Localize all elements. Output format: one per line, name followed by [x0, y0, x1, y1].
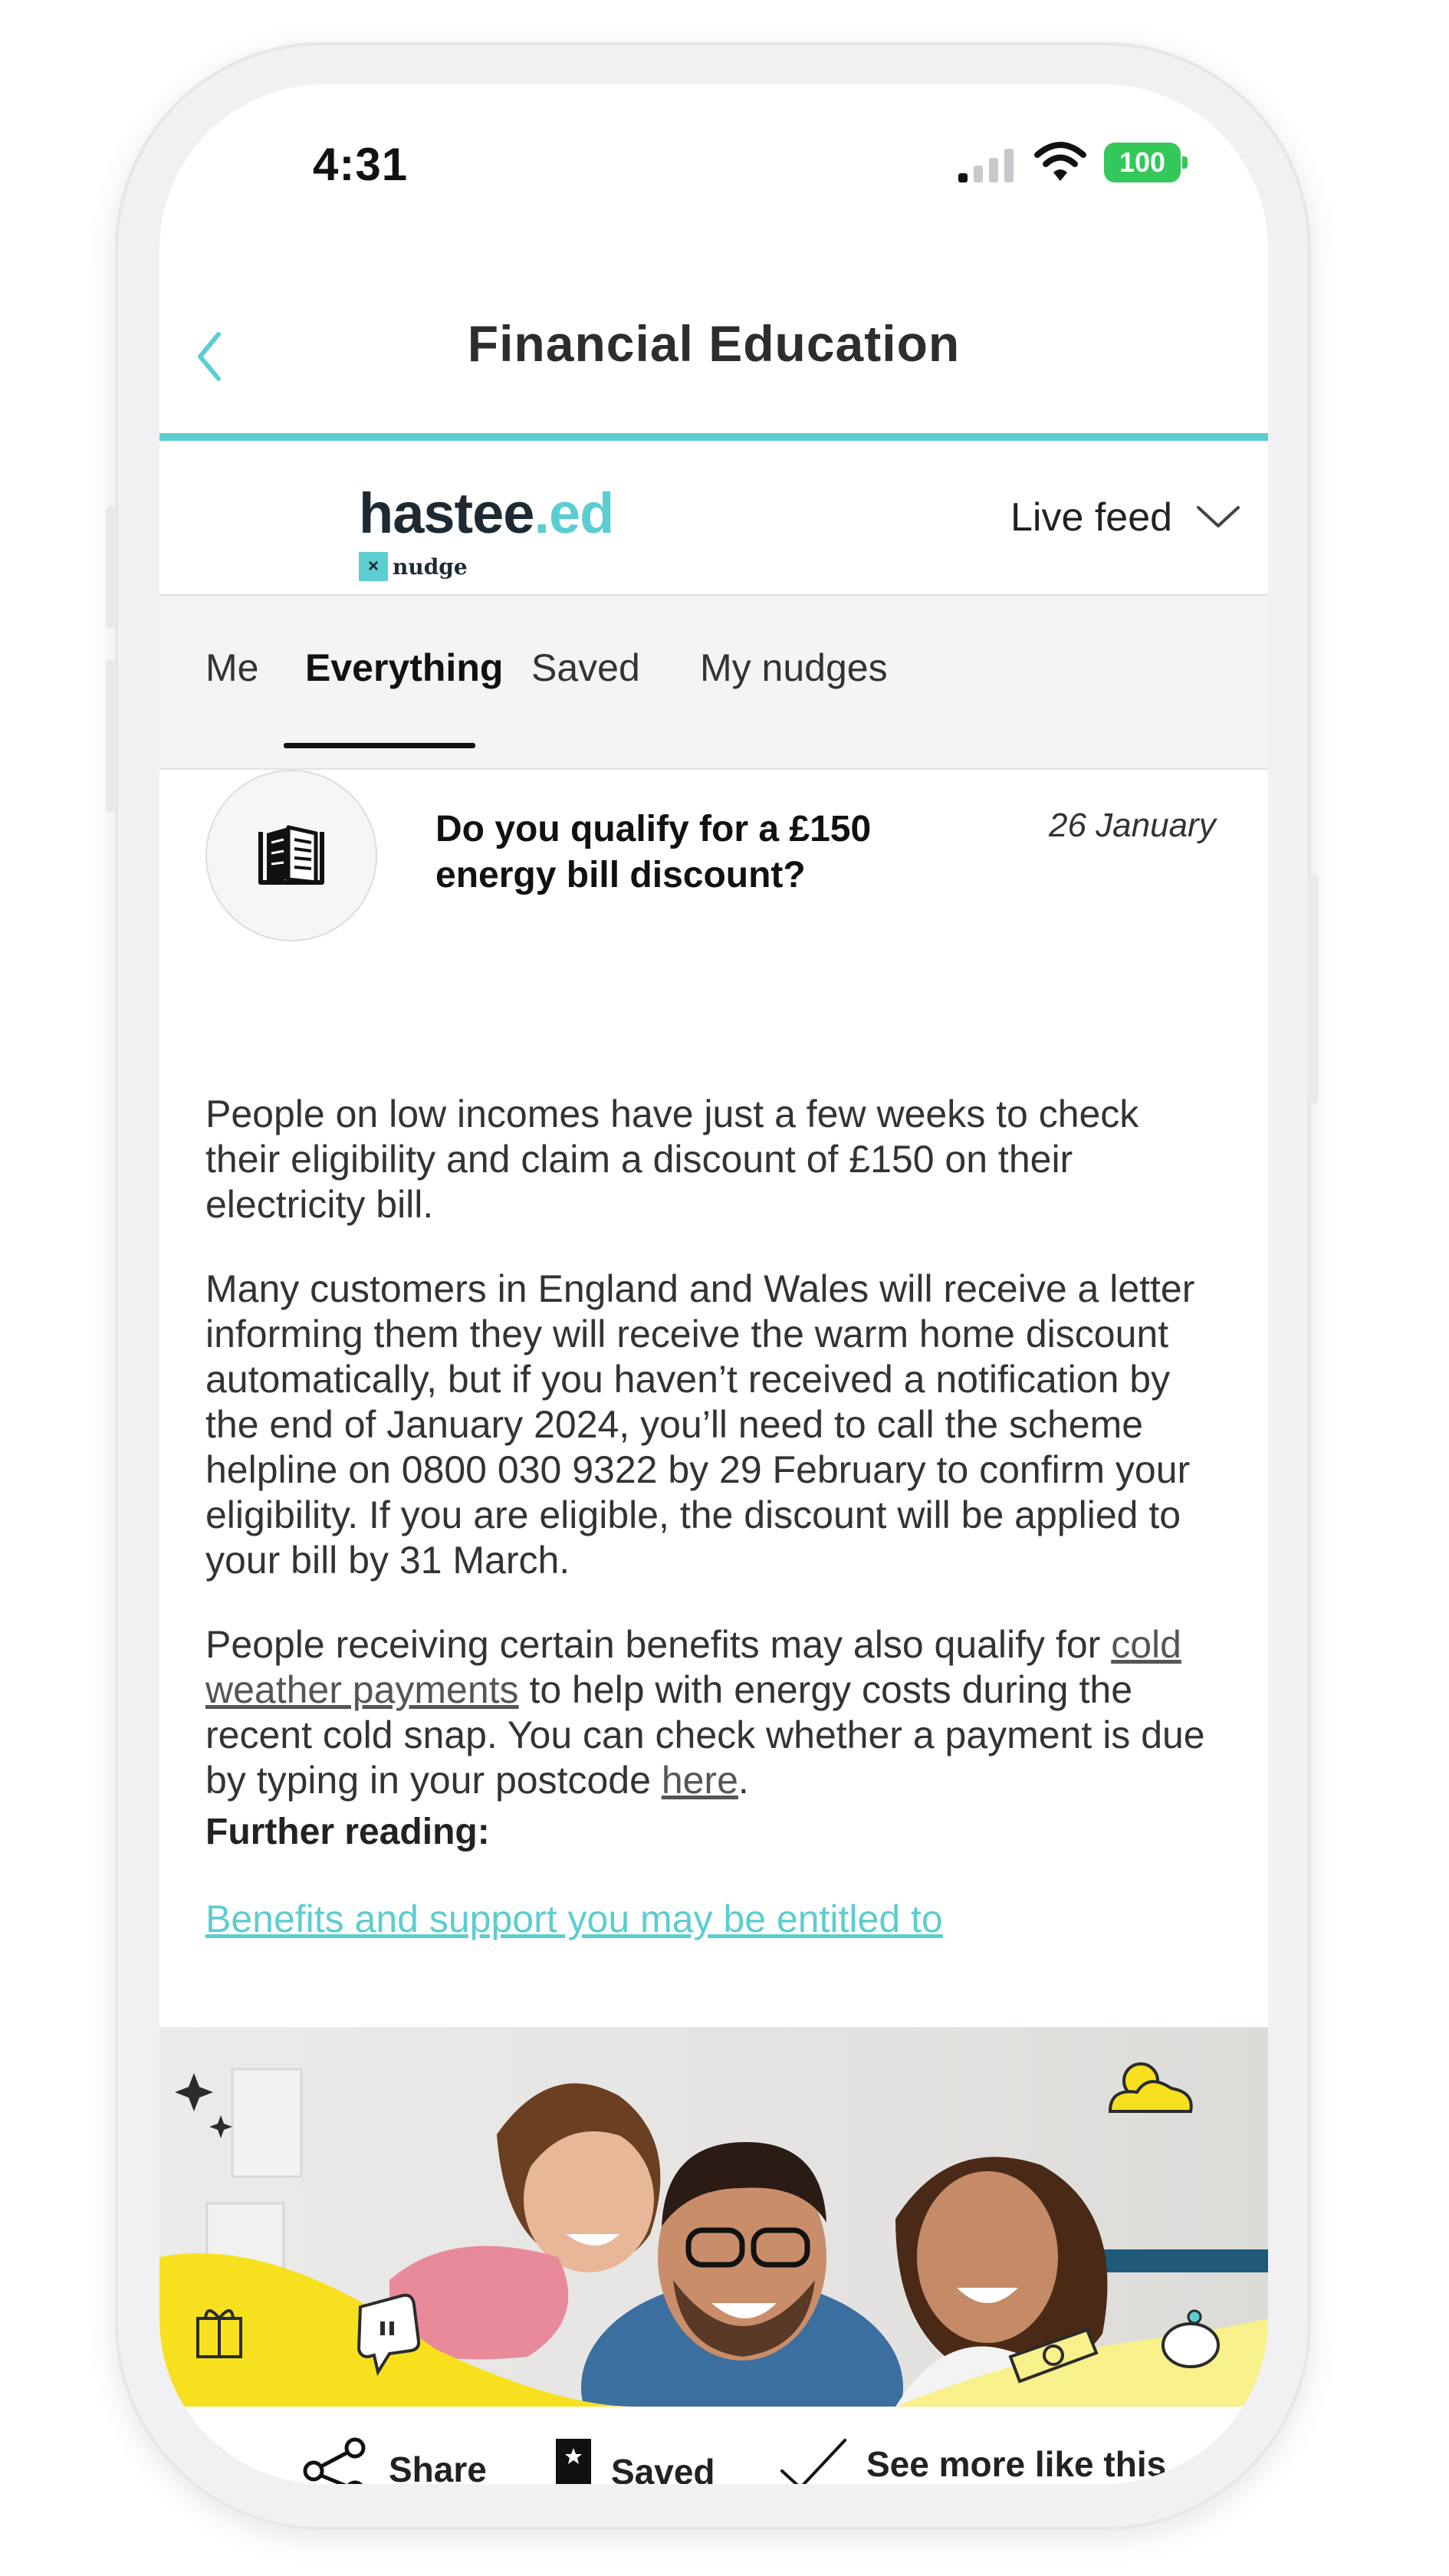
wifi-icon	[1033, 140, 1087, 184]
paragraph-text: to help with energy costs during the recent cold snap. You can check whether a payment is due by typing in your postcode	[205, 1668, 1205, 1802]
battery-tip	[1182, 156, 1188, 169]
page-title: Financial Education	[467, 315, 961, 372]
signal-icon	[957, 147, 1018, 184]
hastee-ed-logo	[359, 481, 613, 546]
tab-everything[interactable]: Everything	[305, 646, 504, 689]
article-avatar	[205, 770, 377, 941]
checkmark-icon	[779, 2437, 848, 2484]
app-screen	[159, 84, 1268, 2484]
cold-weather-payments-link[interactable]: cold weather payments	[205, 1623, 1181, 1711]
phone-side-button	[106, 659, 117, 813]
phone-power-button	[1308, 874, 1319, 1104]
tab-bar	[159, 596, 1268, 770]
header-divider	[159, 433, 1268, 441]
tab-saved[interactable]: Saved	[531, 646, 640, 689]
share-label: Share	[389, 2450, 487, 2484]
share-icon	[301, 2437, 370, 2484]
logo-main: hastee	[359, 481, 534, 545]
family-illustration	[159, 2027, 1268, 2407]
battery-icon: 100	[1104, 143, 1181, 182]
article-paragraph	[205, 1622, 1217, 1803]
share-button[interactable]	[301, 2437, 487, 2484]
nudge-x-mark: ×	[359, 552, 388, 581]
further-reading-heading: Further reading:	[205, 1812, 490, 1852]
active-tab-indicator	[284, 743, 475, 748]
chevron-down-icon	[1195, 504, 1241, 531]
paragraph-text: .	[738, 1759, 749, 1802]
logo-suffix: .ed	[534, 481, 614, 545]
tab-me[interactable]: Me	[205, 646, 259, 689]
status-time: 4:31	[313, 139, 409, 190]
phone-side-button	[106, 506, 117, 629]
tab-my-nudges[interactable]: My nudges	[700, 646, 888, 689]
nudge-label: nudge	[393, 554, 468, 580]
saved-label: Saved	[611, 2452, 715, 2484]
brand-row	[159, 441, 1268, 596]
newspaper-icon	[253, 823, 330, 889]
article-card	[159, 770, 1268, 1940]
postcode-check-link[interactable]: here	[661, 1759, 738, 1802]
nudge-logo	[359, 552, 468, 581]
article-title[interactable]: Do you qualify for a £150 energy bill discount?	[435, 809, 872, 895]
article-actions	[159, 2407, 1268, 2484]
benefits-support-link[interactable]: Benefits and support you may be entitled to	[205, 1898, 943, 1940]
family-banner-image	[159, 2027, 1268, 2407]
article-paragraph: People on low incomes have just a few weeks to check their eligibility and claim a discount of £150 on their electricity bill.	[205, 1092, 1139, 1226]
live-feed-label: Live feed	[1010, 495, 1173, 540]
article-paragraph: Many customers in England and Wales will receive a letter informing them they will receive the warm home discount automatically, but if you haven’t received a notification by the end of January 2024, you’ll need to call the scheme helpline on 0800 030 9322 by 29 February to confirm your eligibility. If you are eligible, the discount will be applied to your bill by 31 March.	[205, 1267, 1195, 1582]
paragraph-text: People receiving certain benefits may also qualify for	[205, 1623, 1112, 1666]
see-more-button[interactable]	[779, 2437, 1166, 2484]
live-feed-dropdown[interactable]	[1010, 495, 1241, 540]
saved-button[interactable]	[554, 2437, 715, 2484]
article-date: 26 January	[1049, 807, 1216, 844]
see-more-label: See more like this	[866, 2444, 1167, 2484]
bookmark-icon	[554, 2437, 593, 2484]
